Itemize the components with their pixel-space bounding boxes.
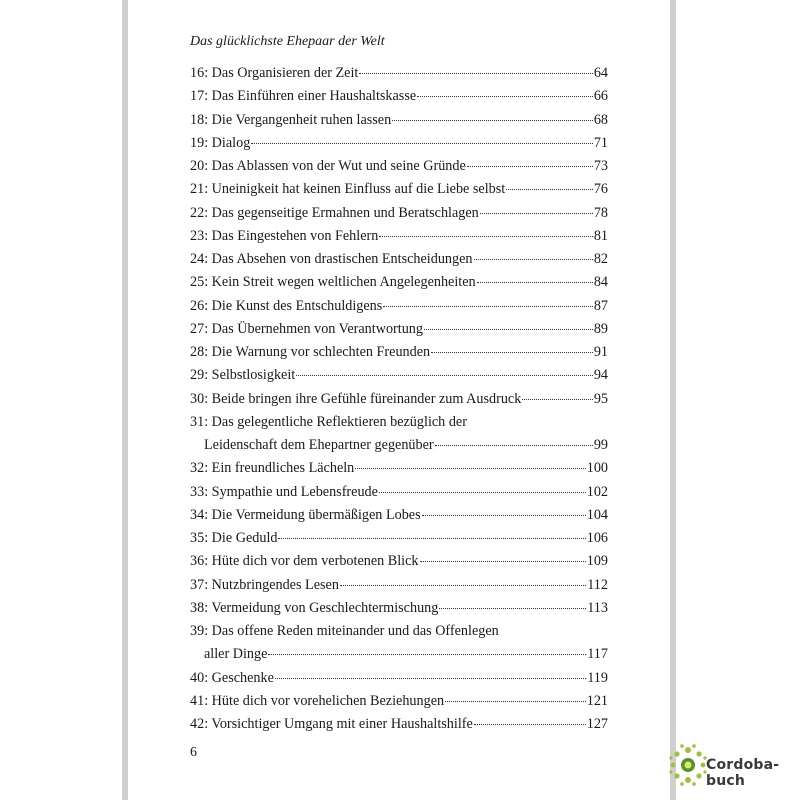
toc-entry-label: 35: Die Geduld — [190, 530, 278, 546]
toc-leader-dots — [268, 654, 586, 655]
toc-entry-label: 38: Vermeidung von Geschlechtermischung — [190, 599, 439, 616]
toc-leader-dots — [467, 166, 593, 167]
toc-entry-label: 28: Die Warnung vor schlechten Freunden — [190, 344, 431, 360]
toc-leader-dots — [359, 73, 592, 74]
toc-entry-page: 95 — [593, 390, 608, 407]
toc-leader-dots — [379, 492, 586, 493]
toc-entry — [190, 205, 608, 228]
toc-entry — [190, 65, 608, 88]
toc-entry-page: 119 — [587, 669, 608, 686]
toc-leader-dots — [439, 608, 586, 609]
toc-entry — [190, 414, 608, 437]
toc-leader-dots — [422, 515, 586, 516]
toc-leader-dots — [522, 399, 592, 400]
toc-entry-label: 42: Vorsichtiger Umgang mit einer Haushaltshilfe — [190, 716, 473, 732]
toc-leader-dots — [420, 561, 586, 562]
toc-entry — [190, 716, 608, 739]
toc-entry — [190, 251, 608, 274]
toc-entry-page: 102 — [586, 483, 608, 500]
toc-entry — [190, 274, 608, 297]
toc-leader-dots — [445, 701, 586, 702]
toc-entry-label: 18: Die Vergangenheit ruhen lassen — [190, 111, 392, 128]
toc-leader-dots — [474, 724, 586, 725]
toc-entry-label: 22: Das gegenseitige Ermahnen und Beratschlagen — [190, 204, 479, 221]
toc-entry-page: 66 — [593, 88, 608, 105]
cordoba-buch-logo — [668, 742, 798, 792]
toc-leader-dots — [435, 445, 593, 446]
toc-entry — [190, 646, 608, 669]
toc-entry-label: 34: Die Vermeidung übermäßigen Lobes — [190, 506, 421, 523]
toc-entry-label: Leidenschaft dem Ehepartner gegenüber — [204, 437, 434, 453]
toc-entry-label: 41: Hüte dich vor vorehelichen Beziehungen — [190, 692, 445, 709]
toc-entry-page: 81 — [593, 227, 608, 244]
toc-leader-dots — [383, 306, 593, 307]
toc-entry-page: 84 — [593, 274, 608, 291]
toc-entry — [190, 484, 608, 507]
toc-leader-dots — [355, 468, 585, 469]
toc-entry-label: 23: Das Eingestehen von Fehlern — [190, 227, 379, 244]
toc-entry-label: 30: Beide bringen ihre Gefühle füreinander zum Ausdruck — [190, 390, 522, 407]
toc-entry-label: 25: Kein Streit wegen weltlichen Angelegenheiten — [190, 274, 476, 291]
toc-entry-label: 17: Das Einführen einer Haushaltskasse — [190, 88, 417, 105]
toc-entry-page: 94 — [593, 367, 608, 384]
toc-entry-page: 73 — [593, 158, 608, 174]
toc-entry-page: 91 — [593, 344, 608, 360]
toc-entry-page: 109 — [586, 553, 608, 570]
toc-entry-label: 36: Hüte dich vor dem verbotenen Blick — [190, 553, 419, 570]
toc-entry-page: 121 — [586, 692, 608, 709]
toc-leader-dots — [417, 96, 593, 97]
toc-entry-label: 29: Selbstlosigkeit — [190, 367, 296, 384]
toc-entry — [190, 228, 608, 251]
toc-entry-page: 71 — [593, 134, 608, 151]
toc-entry-page: 100 — [586, 460, 608, 477]
toc-entry-label: 32: Ein freundliches Lächeln — [190, 460, 355, 477]
toc-entry — [190, 623, 608, 646]
toc-entry-label: 26: Die Kunst des Entschuldigens — [190, 297, 383, 314]
running-head: Das glücklichste Ehepaar der Welt — [190, 34, 385, 49]
toc-leader-dots — [474, 259, 593, 260]
toc-entry-label: 16: Das Organisieren der Zeit — [190, 65, 359, 81]
toc-entry-page: 78 — [593, 204, 608, 221]
toc-leader-dots — [480, 213, 593, 214]
toc-entry-page: 68 — [593, 111, 608, 128]
toc-entry — [190, 88, 608, 111]
toc-entry-page: 106 — [586, 530, 608, 546]
toc-leader-dots — [506, 189, 593, 190]
toc-entry — [190, 181, 608, 204]
toc-entry-label: 24: Das Absehen von drastischen Entscheidungen — [190, 251, 473, 267]
toc-entry — [190, 693, 608, 716]
toc-leader-dots — [296, 375, 593, 376]
toc-entry-page: 104 — [586, 506, 608, 523]
toc-entry — [190, 298, 608, 321]
table-of-contents — [190, 65, 608, 739]
toc-leader-dots — [340, 585, 586, 586]
toc-entry-page: 112 — [587, 576, 608, 593]
toc-entry-label: 19: Dialog — [190, 134, 251, 151]
toc-entry — [190, 437, 608, 460]
toc-entry-label: 40: Geschenke — [190, 669, 274, 686]
toc-leader-dots — [424, 329, 593, 330]
toc-entry-page: 89 — [593, 320, 608, 337]
toc-entry — [190, 530, 608, 553]
toc-entry-page: 64 — [593, 65, 608, 81]
toc-entry — [190, 577, 608, 600]
toc-entry-label: 39: Das offene Reden miteinander und das Offenlegen — [190, 623, 499, 639]
toc-entry — [190, 321, 608, 344]
toc-entry-page: 113 — [587, 599, 608, 616]
toc-entry — [190, 507, 608, 530]
toc-entry-page: 76 — [593, 181, 608, 198]
toc-entry-label: aller Dinge — [204, 646, 268, 663]
toc-entry — [190, 158, 608, 181]
toc-entry — [190, 391, 608, 414]
toc-leader-dots — [275, 678, 586, 679]
toc-entry-page: 82 — [593, 251, 608, 267]
toc-leader-dots — [477, 282, 593, 283]
toc-entry-page: 117 — [587, 646, 608, 663]
toc-entry — [190, 135, 608, 158]
toc-leader-dots — [379, 236, 592, 237]
toc-entry — [190, 600, 608, 623]
toc-entry-label: 37: Nutzbringendes Lesen — [190, 576, 339, 593]
toc-leader-dots — [431, 352, 593, 353]
toc-entry-page: 87 — [593, 297, 608, 314]
logo-text: Cordoba-buch — [706, 757, 780, 789]
toc-entry — [190, 553, 608, 576]
toc-entry-label: 20: Das Ablassen von der Wut und seine Gründe — [190, 158, 466, 174]
toc-entry — [190, 344, 608, 367]
toc-leader-dots — [251, 143, 593, 144]
toc-entry-label: 21: Uneinigkeit hat keinen Einfluss auf die Liebe selbst — [190, 181, 506, 198]
toc-leader-dots — [278, 538, 585, 539]
toc-entry-label: 27: Das Übernehmen von Verantwortung — [190, 320, 423, 337]
toc-leader-dots — [392, 120, 593, 121]
toc-entry — [190, 670, 608, 693]
toc-entry-label: 33: Sympathie und Lebensfreude — [190, 483, 378, 500]
toc-entry — [190, 460, 608, 483]
page-number: 6 — [190, 745, 197, 760]
toc-entry — [190, 367, 608, 390]
toc-entry-page: 99 — [593, 437, 608, 453]
toc-entry-page: 127 — [586, 716, 608, 732]
toc-entry-label: 31: Das gelegentliche Reflektieren bezüglich der — [190, 413, 467, 430]
toc-entry — [190, 112, 608, 135]
